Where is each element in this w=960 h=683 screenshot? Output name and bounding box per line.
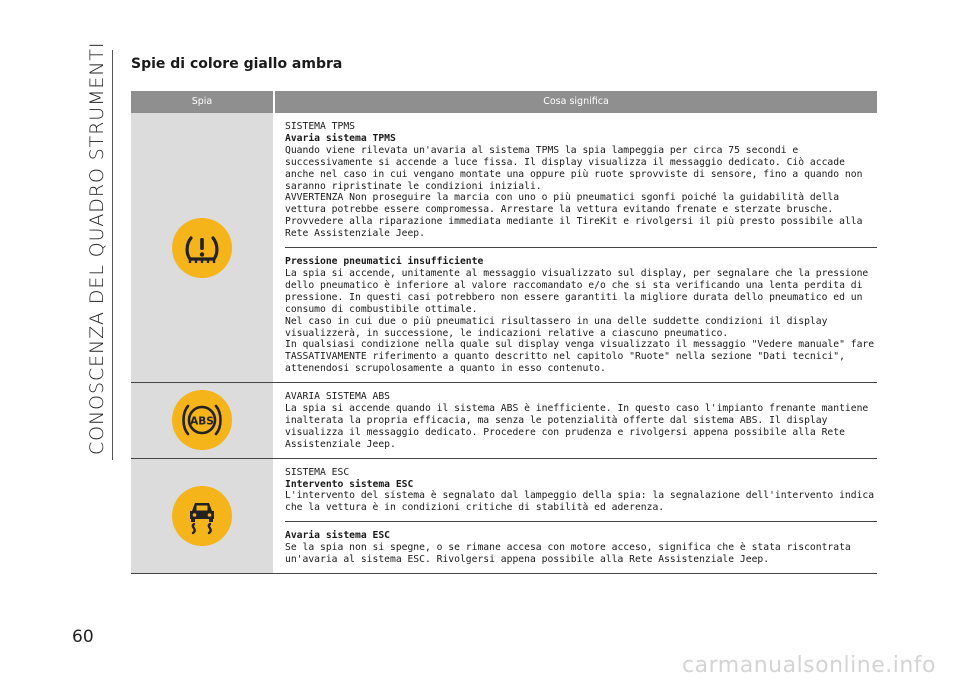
description-cell xyxy=(273,383,877,458)
abs-icon-label: ABS xyxy=(190,415,214,428)
block-text: Quando viene rilevata un'avaria al sistema TPMS la spia lampeggia per circa 75 secondi e successivamente si accende a luce fissa. Il display visualizza il messaggio dedicato. Ciò accade anche nel caso in cui vengano montate una oppure più ruote sprovviste di sensore, fino a quando non saranno ripristinate le condizioni iniziali. xyxy=(285,144,863,192)
low-pressure-block xyxy=(285,247,877,382)
table-row xyxy=(131,459,877,574)
tpms-warning-icon xyxy=(172,218,232,278)
chapter-divider xyxy=(112,50,113,460)
block-subtitle: Avaria sistema ESC xyxy=(285,530,390,542)
table-header xyxy=(131,91,877,113)
description-cell xyxy=(273,113,877,382)
warning-lights-table xyxy=(131,91,877,574)
description-cell xyxy=(273,459,877,573)
column-header-spia: Spia xyxy=(191,96,213,107)
icon-cell xyxy=(131,459,273,573)
block-text: Nel caso in cui due o più pneumatici risultassero in una delle suddette condizioni il display visualizzerà, in successione, le indicazioni relative a ciascuno pneumatico. xyxy=(285,315,828,339)
block-subtitle: Intervento sistema ESC xyxy=(285,478,414,490)
table-row xyxy=(131,113,877,383)
block-warning-text: AVVERTENZA Non proseguire la marcia con uno o più pneumatici sgonfi poiché la guidabilità della vettura potrebbe essere compromessa. Arrestare la vettura evitando frenate e sterzate brusche. Provvedere alla riparazione immediata mediante il TireKit e rivolgersi il più presto possibile alla Rete Assistenziale Jeep. xyxy=(285,192,863,240)
block-subtitle: Pressione pneumatici insufficiente xyxy=(285,256,484,268)
tpms-fault-block xyxy=(285,113,877,247)
block-text: In qualsiasi condizione nella quale sul display venga visualizzato il messaggio "Vedere manuale" fare TASSATIVAMENTE riferimento a quanto descritto nel capitolo "Ruote" nella sezione "Dati tecnici", attenendosi scrupolosamente a quanto in esso contenuto. xyxy=(285,339,875,375)
section-title: Spie di colore giallo ambra xyxy=(131,56,343,72)
esc-fault-block xyxy=(285,521,877,573)
block-subtitle: Avaria sistema TPMS xyxy=(285,132,396,144)
table-row xyxy=(131,383,877,459)
watermark: carmanualsonline.info xyxy=(682,653,936,678)
icon-cell xyxy=(131,383,273,458)
chapter-title: CONOSCENZA DEL QUADRO STRUMENTI xyxy=(86,41,108,455)
block-title: SISTEMA TPMS xyxy=(285,121,355,132)
icon-cell xyxy=(131,113,273,382)
block-text: L'intervento del sistema è segnalato dal lampeggio della spia: la segnalazione dell'intervento indica che la vettura è in condizioni critiche di stabilità ed aderenza. xyxy=(285,490,875,514)
esc-intervention-block xyxy=(285,459,877,522)
page-number: 60 xyxy=(72,627,94,647)
abs-warning-icon xyxy=(172,390,232,450)
abs-fault-block xyxy=(285,383,877,458)
block-text: La spia si accende, unitamente al messaggio visualizzato sul display, per segnalare che la pressione dello pneumatico è inferiore al valore raccomandato e/o che si sta verificando una lenta perdita di pressione. In questi casi potrebbero non essere garantiti la migliore durata dello pneumatico ed un consumo di combustibile ottimale. xyxy=(285,267,869,315)
column-header-meaning: Cosa significa xyxy=(273,91,877,113)
esc-warning-icon xyxy=(172,486,232,546)
block-text: Se la spia non si spegne, o se rimane accesa con motore acceso, significa che è stata riscontrata un'avaria al sistema ESC. Rivolgersi appena possibile alla Rete Assistenziale Jeep. xyxy=(285,542,851,566)
block-text: La spia si accende quando il sistema ABS è inefficiente. In questo caso l'impianto frenante mantiene inalterata la propria efficacia, ma senza le potenzialità offerte dal sistema ABS. Il display visualizza il messaggio dedicato. Procedere con prudenza e rivolgersi appena possibile alla Rete Assistenziale Jeep. xyxy=(285,403,869,450)
block-title: SISTEMA ESC xyxy=(285,466,350,478)
block-title: AVARIA SISTEMA ABS xyxy=(285,391,390,403)
